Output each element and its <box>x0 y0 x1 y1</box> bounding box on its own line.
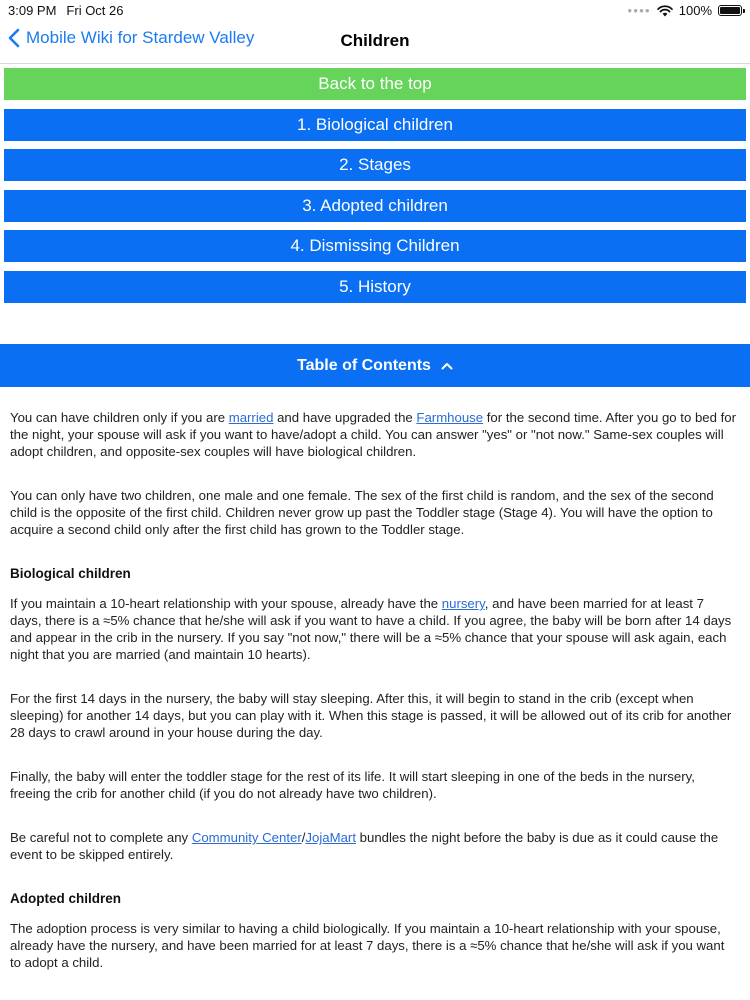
toddler-paragraph: Finally, the baby will enter the toddler stage for the rest of its life. It will start sleeping in one of the beds in the nursery, freeing the crib for another child (if you do not already have two children). <box>10 769 695 801</box>
section-button-dismissing-children[interactable]: 4. Dismissing Children <box>4 230 746 262</box>
married-link[interactable]: married <box>228 410 274 425</box>
two-children-paragraph: You can only have two children, one male and one female. The sex of the first child is random, and the sex of the second child is the opposite of the first child. Children never grow up past the Toddler stage (Stage 4). You will have the option to acquire a second child only after the first child has grown to the Toddler stage. <box>10 488 714 537</box>
battery-icon <box>718 5 742 16</box>
section-button-history[interactable]: 5. History <box>4 271 746 303</box>
nursery-stages-paragraph: For the first 14 days in the nursery, the baby will stay sleeping. After this, it will begin to stand in the crib (except when sleeping) for another 14 days, but you can play with it. When this stage is passed, it will be allowed out of its crib for another 28 days to crawl around in your house during the day. <box>10 691 732 740</box>
battery-percent: 100% <box>678 3 712 18</box>
status-bar <box>0 0 750 20</box>
status-time: 3:09 PM <box>8 3 57 18</box>
heading-biological-children: Biological children <box>10 566 131 581</box>
text-span: / <box>301 830 306 845</box>
section-button-stages[interactable]: 2. Stages <box>4 149 746 181</box>
status-left <box>8 3 124 18</box>
text-span: bundles the night before the baby is due as it could cause the event to be skipped entirely. <box>10 830 719 862</box>
adoption-paragraph: The adoption process is very similar to having a child biologically. If you maintain a 10-heart relationship with your spouse, already have the nursery, and have been married for at least 7 days, there is a ≈5% chance that he/she will ask if you want to adopt a child. <box>10 921 725 970</box>
intro-paragraph <box>10 409 736 460</box>
text-span: , and have been married for at least 7 days, there is a ≈5% chance that he/she will ask if you want to have a child. If you agree, the baby will be born after 14 days and appear in the crib in the nursery. If you say "not now," there will be a ≈5% chance that your spouse will ask again, each night that you are married (and maintain 10 hearts). <box>10 596 732 662</box>
farmhouse-link[interactable]: Farmhouse <box>416 410 484 425</box>
chevron-up-icon <box>441 362 453 370</box>
text-span: for the second time. After you go to bed for the night, your spouse will ask if you want to have/adopt a child. You can answer "yes" or "not now." Same-sex couples will adopt children, and opposite-sex couples will have biological children. <box>10 410 737 459</box>
text-span: and have upgraded the <box>273 410 417 425</box>
text-span: If you maintain a 10-heart relationship with your spouse, already have the <box>10 596 442 611</box>
section-button-biological-children[interactable]: 1. Biological children <box>4 109 746 141</box>
text-span: You can have children only if you are <box>10 410 229 425</box>
navigation-bar <box>0 20 750 64</box>
heading-adopted-children: Adopted children <box>10 891 121 906</box>
bundles-warning-paragraph <box>10 829 736 863</box>
status-date: Fri Oct 26 <box>66 3 124 18</box>
status-right <box>627 3 742 18</box>
section-button-adopted-children[interactable]: 3. Adopted children <box>4 190 746 222</box>
page-title: Children <box>340 31 410 50</box>
cellular-dots-icon: ●●●● <box>627 6 651 15</box>
jojamart-link[interactable]: JojaMart <box>305 830 356 845</box>
article-content <box>10 409 736 998</box>
back-button-label: Mobile Wiki for Stardew Valley <box>26 28 255 47</box>
toc-label: Table of Contents <box>297 356 431 374</box>
text-span: Be careful not to complete any <box>10 830 192 845</box>
biological-paragraph <box>10 595 736 663</box>
community-center-link[interactable]: Community Center <box>191 830 302 845</box>
back-to-top-button[interactable]: Back to the top <box>4 68 746 100</box>
table-of-contents-toggle[interactable] <box>0 344 750 387</box>
section-buttons <box>4 68 746 311</box>
wifi-icon <box>657 5 673 17</box>
nursery-link[interactable]: nursery <box>441 596 485 611</box>
